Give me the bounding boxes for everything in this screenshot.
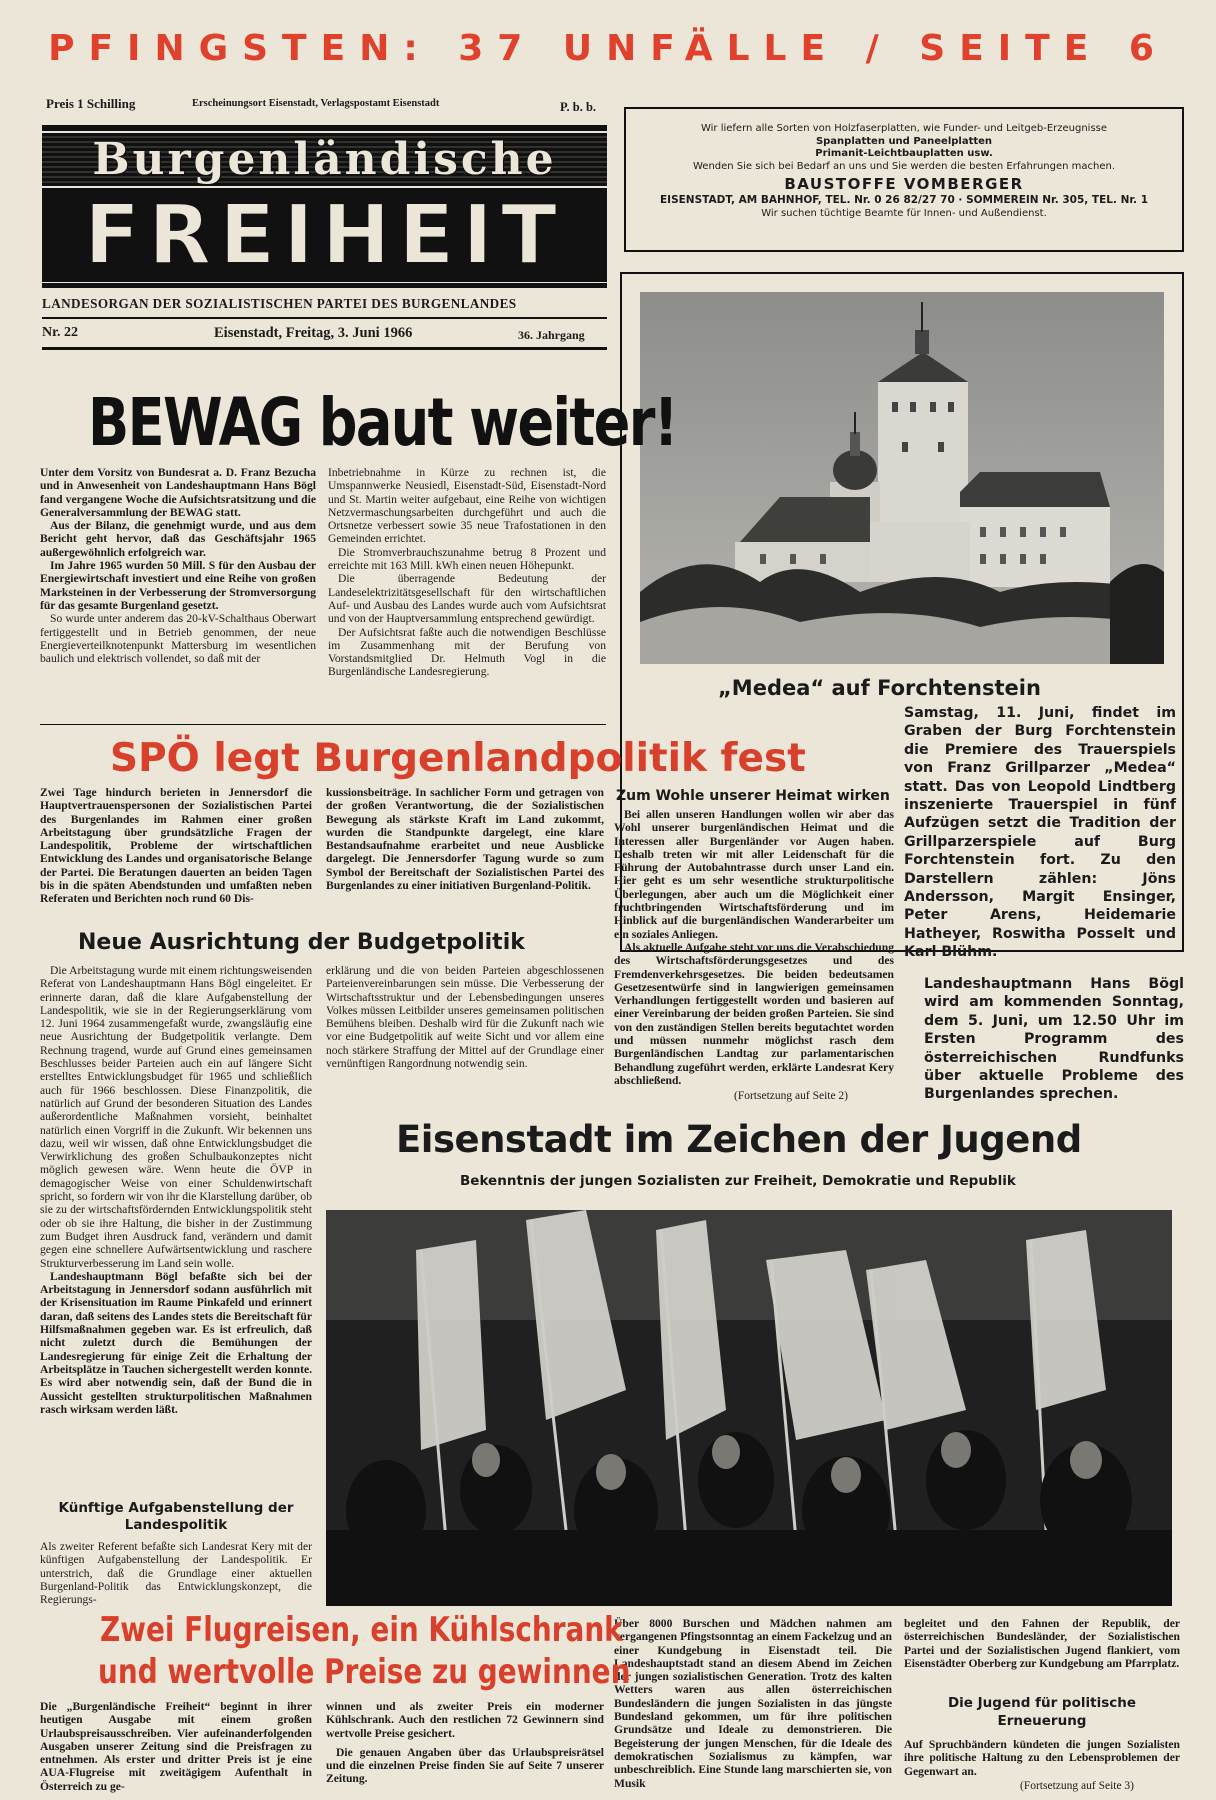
landespolitik-text: Als zweiter Referent befaßte sich Landesrat Kery mit der künftigen Aufgabenstellung der Landespolitik. Er unterstrich, daß die Grundlage einer aktuellen Burgenland-Politik das Entwicklungskonzept, die Regierungs-: [40, 1540, 312, 1607]
jugend-continued: (Fortsetzung auf Seite 3): [1020, 1780, 1135, 1792]
wohl-paragraph-2: Als aktuelle Aufgabe steht vor uns die Verabschiedung des Wirtschaftsförderungsgesetzes und des Fremdenverkehrsgesetzes. Die beiden bedeutsamen Gesetzesentwürfe sind in langwierigen gemeinsamen Verhandlungen fertiggestellt worden und basieren auf einer Vereinbarung der beiden großen Parteien. Sie sind von den zuständigen Stellen bereits begutachtet worden und müssen nunmehr möglichst rasch dem Burgenländischen Landtag zur parlamentarischen Behandlung zugeführt werden, erklärte Landesrat Kery abschließend.: [614, 940, 894, 1087]
masthead-title-line2: FREIHEIT: [42, 190, 607, 282]
bewag-paragraph-4: So wurde unter anderem das 20-kV-Schalthaus Oberwart fertiggestellt und in Betrieb genommen, der neue Energieverteilknotenpunkt Mattersburg im wesentlichen baulich und elektrisch vollendet, so daß mit der: [40, 612, 316, 666]
contest-paragraph-2: winnen und als zweiter Preis ein moderner Kühlschrank. Auch den restlichen 72 Gewinnern sind wertvolle Preise gesichert.: [326, 1700, 604, 1740]
publication-place: Erscheinungsort Eisenstadt, Verlagspostamt Eisenstadt: [192, 98, 440, 109]
spoe-headline: SPÖ legt Burgenlandpolitik fest: [110, 736, 806, 781]
bewag-paragraph-7: Die überragende Bedeutung der Landeselektrizitätsgesellschaft für den wirtschaftlichen Auf- und Ausbau des Landes wurde auch vom Aufsichtsrat und von der Hauptversammlung entsprechend gewürdigt.: [328, 572, 606, 626]
masthead-logo: [42, 125, 607, 288]
jugend-column-1: Über 8000 Burschen und Mädchen nahmen am vergangenen Pfingstsonntag an einem Fackelzug und an einer Kundgebung in Eisenstadt teil. Die Landeshauptstadt stand an diesem Abend im Zeichen der jungen sozialistischen Generation. Trotz des kalten Wetters waren aus allen österreichischen Bundesländern die jungen Sozialisten in das jüngste Bundesland gekommen, um für ihre politischen Grundsätze und Ideale zu demonstrieren. Die Begeisterung der jungen Menschen, für die Ideale des demokratischen Sozialismus zu kämpfen, war unbeschreiblich. Eine Stunde lang marschierten sie, von Musik: [614, 1617, 892, 1790]
bewag-column-1: [40, 466, 316, 716]
spoe-continued: (Fortsetzung auf Seite 2): [734, 1090, 849, 1102]
ad-jobs: Wir suchen tüchtige Beamte für Innen- und Außendienst.: [761, 208, 1047, 219]
masthead-subtitle: LANDESORGAN DER SOZIALISTISCHEN PARTEI DES BURGENLANDES: [42, 296, 517, 311]
issue-number: Nr. 22: [42, 325, 79, 340]
ad-address: EISENSTADT, AM BAHNHOF, TEL. Nr. 0 26 82/27 70 · SOMMEREIN Nr. 305, TEL. Nr. 1: [659, 193, 1148, 206]
masthead-title-line1: Burgenländische: [42, 134, 607, 185]
budget-column-1: [40, 964, 312, 1439]
bewag-headline: BEWAG baut weiter!: [88, 384, 677, 461]
jugend-column-2: begleitet und den Fahnen der Republik, der österreichischen Bundesländer, der Sozialistischen Partei und der Sozialistischen Jugend flankiert, vom Eisenstädter Oberberg zur Kundgebung am Pfarrplatz.: [904, 1617, 1180, 1670]
ad-line-2: Spanplatten und Paneelplatten: [815, 135, 993, 147]
issue-date: Eisenstadt, Freitag, 3. Juni 1966: [214, 325, 413, 341]
postage-mark: P. b. b.: [560, 100, 597, 114]
vomberger-advertisement: [624, 107, 1184, 252]
issue-year: 36. Jahrgang: [518, 328, 585, 342]
wohl-column: [614, 808, 894, 1096]
budget-paragraph-1: Die Arbeitstagung wurde mit einem richtungsweisenden Referat von Landeshauptmann Hans Bögl eingeleitet. Er erinnerte daran, daß die klare Aufgabenstellung der Landespolitik, wie sie in der Regierungserklärung vom 12. Juni 1964 zusammengefaßt wurde, zwangsläufig eine neue Ausrichtung der Budgetpolitik verlangte. Dem Rechnung tragend, wurde auf Grund eines gemeinsamen Beschlusses beider Parteien auch ein auf längere Sicht erstelltes Entwicklungsbudget für 1965 und schließlich auch für 1966 beschlossen. Diese Finanzpolitik, die natürlich auf Grund der besonderen Situation des Landes außerordentliche Maßnahmen vorsieht, beinhaltet natürlich einen Vorgriff in die Zukunft. Wir bekennen uns dazu, weil wir wissen, daß ohne Entwicklungsbudget die Verwirklichung des großen Schulbaukonzeptes nicht möglich gewesen wäre. Wenn heute die ÖVP in demagogischer Weise von einer Schuldenwirtschaft spricht, so fordern wir von ihr die Klarstellung darüber, ob sie zu der wirtschaftsfördernden Entwicklungspolitik steht oder ob sie ihre Haltung, die bisher in der Zustimmung zum Budget ihren Ausdruck fand, verändern und damit gegen eine schnellere Aufwärtsentwicklung und raschere Strukturverbesserung im Land sein wolle.: [40, 964, 312, 1270]
forchtenstein-castle-photo: [640, 292, 1164, 664]
ad-firm-name: BAUSTOFFE VOMBERGER: [784, 175, 1024, 193]
masthead-rule-bottom: [42, 347, 607, 350]
price-label: Preis 1 Schilling: [46, 96, 136, 111]
budget-headline: Neue Ausrichtung der Budgetpolitik: [78, 930, 525, 955]
jugend-subsection-text: Auf Spruchbändern kündeten die jungen Sozialisten ihre politische Haltung zu den Lebensproblemen der Gegenwart an.: [904, 1738, 1180, 1778]
bewag-rule: [40, 724, 606, 725]
bewag-lead: Unter dem Vorsitz von Bundesrat a. D. Franz Bezucha und in Anwesenheit von Landeshauptmann Hans Bögl fand vergangene Woche die Aufsichtsratsitzung und die Generalversammlung der BEWAG statt.: [40, 466, 316, 519]
contest-headline-2: und wertvolle Preise zu gewinnen: [98, 1652, 631, 1692]
medea-headline: „Medea“ auf Forchtenstein: [718, 676, 1041, 700]
boegl-radio-note: Landeshauptmann Hans Bögl wird am kommenden Sonntag, dem 5. Juni, um 12.50 Uhr im Ersten Programm des österreichischen Rundfunks über aktuelle Probleme des Burgenlandes sprechen.: [924, 976, 1184, 1103]
wohl-paragraph-1: Bei allen unseren Handlungen wollen wir aber das Wohl unserer burgenländischen Heimat und die Interessen aller Burgenländer vor Augen haben. Deshalb treten wir mit aller Leidenschaft für die Führung der Autobahntrasse durch unser Land ein. Hier geht es um sehr wesentliche strukturpolitische Überlegungen, aber auch um die Möglichkeit einer fruchtbringenden Wirtschaftsförderung und im Hinblick auf die burgenländischen Wanderarbeiter um ein soziales Anliegen.: [614, 808, 894, 941]
bewag-paragraph-6: Die Stromverbrauchszunahme betrug 8 Prozent und erreichte mit 163 Mill. kWh einen neuen Höhepunkt.: [328, 545, 606, 573]
jugend-subheadline: Bekenntnis der jungen Sozialisten zur Freiheit, Demokratie und Republik: [460, 1173, 1016, 1189]
budget-column-2: erklärung und die von beiden Parteien abgeschlossenen Parteienvereinbarungen sein müsse. Die Verbesserung der Wirtschaftsstruktur und der Lebensbedingungen unseres Volkes müssen Leitbilder unseres gemeinsamen politischen Bemühens bleiben. Deshalb wird für die Zukunft nach wie vor eine Budgetpolitik auf weite Sicht und vor allem eine noch stärkere Straffung der Mittel auf der Grundlage einer vernünftigen Rangordnung notwendig sein.: [326, 964, 604, 1071]
bewag-paragraph-3: Im Jahre 1965 wurden 50 Mill. S für den Ausbau der Energiewirtschaft investiert und eine Reihe von großen Marksteinen in der Verbesserung der Stromversorgung für das gesamte Burgenland gesetzt.: [40, 559, 316, 612]
spoe-lead-column-2: kussionsbeiträge. In sachlicher Form und getragen von der großen Verantwortung, die der Sozialistischen Bewegung als stärkste Kraft im Land zukommt, wurden die Standpunkte dargelegt, eine klare Bestandsaufnahme erarbeitet und neue Ausblicke dargelegt. Die Jennersdorfer Tagung wurde so zum Symbol der Bereitschaft der Sozialistischen Partei des Burgenlandes zu einer initiativen Burgenland-Politik.: [326, 786, 604, 893]
ad-line-3: Primanit-Leichtbauplatten usw.: [815, 148, 993, 159]
jugend-subsection-headline: Die Jugend für politische Erneuerung: [947, 1695, 1137, 1729]
contest-column-2: [326, 1700, 604, 1794]
contest-paragraph-3: Die genauen Angaben über das Urlaubspreisrätsel und die einzelnen Preise finden Sie auf Seite 7 unserer Zeitung.: [326, 1745, 604, 1786]
bewag-paragraph-8: Der Aufsichtsrat faßte auch die notwendigen Beschlüsse im Zusammenhang mit der Berufung von Vorstandsmitglied Dr. Helmuth Vogl in die Burgenländische Landesregierung.: [328, 625, 606, 679]
bewag-column-2: [328, 466, 606, 716]
landespolitik-subheadline: Künftige Aufgabenstellung der Landespolitik: [58, 1500, 294, 1533]
jugend-headline: Eisenstadt im Zeichen der Jugend: [396, 1118, 1082, 1161]
contest-headline-1: Zwei Flugreisen, ein Kühlschrank: [100, 1610, 623, 1650]
medea-text: Samstag, 11. Juni, findet im Graben der Burg Forchtenstein die Premiere des Trauerspiels von Franz Grillparzer „Medea“ statt. Das von Leopold Lindtberg inszenierte Trauerspiel in fünf Aufzügen setzt die Tradition der Grillparzerspiele auf Burg Forchtenstein fort. Zu den Darstellern zählen: Jöns Andersson, Margit Ensinger, Peter Arens, Heidemarie Hatheyer, Roswitha Posselt und Karl Blühm.: [904, 705, 1176, 961]
youth-rally-photo: [326, 1210, 1172, 1606]
spoe-lead-column-1: Zwei Tage hindurch berieten in Jennersdorf die Hauptvertrauenspersonen der Sozialistischen Partei des Burgenlandes im Rahmen einer großen Arbeitstagung über grundsätzliche Fragen der Landespolitik, Probleme der wirtschaftlichen Entwicklung des Landes und organisatorische Belange der Partei. Die Beratungen dauerten an beiden Tagen bis in die späten Abendstunden und umfaßten neben Referaten und Berichten noch rund 60 Dis-: [40, 786, 312, 906]
budget-paragraph-2: Landeshauptmann Bögl befaßte sich bei der Arbeitstagung in Jennersdorf sodann ausführlich mit der Krisensituation im Raume Pinkafeld und erinnert daran, daß seitens des Landes stets die Bereitschaft für Hilfsmaßnahmen gegeben war. Es ist erfreulich, daß nicht zuletzt durch die Bemühungen der Landesregierung für einige Zeit die Erhaltung der Arbeitsplätze in Tauchen sichergestellt werden konnte. Es wird aber notwendig sein, daß der Bund die in Aussicht gestellten strukturpolitischen Maßnahmen rasch wirksam werden läßt.: [40, 1269, 312, 1416]
wohl-subheadline: Zum Wohle unserer Heimat wirken: [616, 788, 890, 804]
contest-column-1: Die „Burgenländische Freiheit“ beginnt in ihrer heutigen Ausgabe mit einem großen Urlaubspreisausschreiben. Vier aufeinanderfolgenden Ausgaben unserer Zeitung sind die Preisfragen zu entnehmen. Als erster und dritter Preis ist je eine AUA-Flugreise mit zweitägigem Aufenthalt in Österreich zu ge-: [40, 1700, 312, 1793]
ad-line-1: Wir liefern alle Sorten von Holzfaserplatten, wie Funder- und Leitgeb-Erzeugnisse: [700, 123, 1108, 134]
masthead-rule: [42, 317, 607, 319]
bewag-paragraph-2: Aus der Bilanz, die genehmigt wurde, und aus dem Bericht geht hervor, daß das Geschäftsjahr 1965 außergewöhnlich erfolgreich war.: [40, 519, 316, 559]
rally-illustration: [326, 1210, 1172, 1606]
front-page-banner: PFINGSTEN: 37 UNFÄLLE / SEITE 6: [48, 28, 1168, 69]
ad-line-4: Wenden Sie sich bei Bedarf an uns und Sie werden die besten Erfahrungen machen.: [692, 160, 1116, 172]
bewag-paragraph-5: Inbetriebnahme in Kürze zu rechnen ist, die Umspannwerke Neusiedl, Eisenstadt-Süd, Eisenstadt-Nord und St. Martin weiter aufgebaut, eine Reihe von wichtigen Netzvermaschungsarbeiten durchgeführt und auch die Ortsnetze verbessert sowie 35 neue Trafostationen in den Gemeinden errichtet.: [328, 466, 606, 546]
castle-illustration: [640, 292, 1164, 664]
